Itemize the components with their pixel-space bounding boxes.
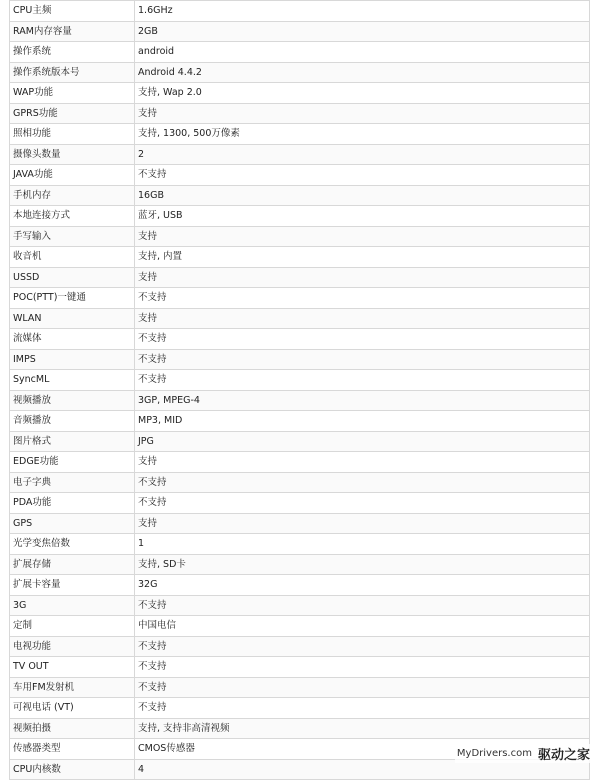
spec-row bbox=[10, 636, 590, 657]
spec-row bbox=[10, 390, 590, 411]
spec-value: 3GP, MPEG-4 bbox=[135, 390, 590, 411]
spec-value: 支持, SD卡 bbox=[135, 554, 590, 575]
spec-key: WAP功能 bbox=[10, 83, 135, 104]
spec-key: POC(PTT)一键通 bbox=[10, 288, 135, 309]
spec-row bbox=[10, 206, 590, 227]
spec-row bbox=[10, 124, 590, 145]
spec-value: 2GB bbox=[135, 21, 590, 42]
spec-row bbox=[10, 42, 590, 63]
spec-row bbox=[10, 575, 590, 596]
spec-row bbox=[10, 677, 590, 698]
spec-key: RAM内存容量 bbox=[10, 21, 135, 42]
spec-key: 视频播放 bbox=[10, 390, 135, 411]
spec-value: 1 bbox=[135, 534, 590, 555]
spec-value: 支持 bbox=[135, 103, 590, 124]
spec-key: EDGE功能 bbox=[10, 452, 135, 473]
spec-value: 不支持 bbox=[135, 698, 590, 719]
spec-key: IMPS bbox=[10, 349, 135, 370]
spec-row bbox=[10, 165, 590, 186]
spec-value: 2 bbox=[135, 144, 590, 165]
spec-value: MP3, MID bbox=[135, 411, 590, 432]
spec-row bbox=[10, 144, 590, 165]
spec-value: 不支持 bbox=[135, 165, 590, 186]
spec-row bbox=[10, 103, 590, 124]
spec-value: android bbox=[135, 42, 590, 63]
spec-row bbox=[10, 308, 590, 329]
spec-key: CPU内核数 bbox=[10, 759, 135, 780]
spec-row bbox=[10, 493, 590, 514]
spec-key: 扩展卡容量 bbox=[10, 575, 135, 596]
spec-key: 照相功能 bbox=[10, 124, 135, 145]
spec-row bbox=[10, 62, 590, 83]
spec-table bbox=[9, 0, 590, 780]
spec-key: 定制 bbox=[10, 616, 135, 637]
spec-row bbox=[10, 247, 590, 268]
spec-value: Android 4.4.2 bbox=[135, 62, 590, 83]
spec-value: 支持 bbox=[135, 226, 590, 247]
spec-value: 不支持 bbox=[135, 636, 590, 657]
spec-value: 中国电信 bbox=[135, 616, 590, 637]
spec-value: 支持 bbox=[135, 513, 590, 534]
spec-value: 支持, 内置 bbox=[135, 247, 590, 268]
spec-row bbox=[10, 657, 590, 678]
spec-key: GPRS功能 bbox=[10, 103, 135, 124]
spec-key: 图片格式 bbox=[10, 431, 135, 452]
spec-value: 支持, 1300, 500万像素 bbox=[135, 124, 590, 145]
spec-value: 1.6GHz bbox=[135, 1, 590, 22]
spec-key: 摄像头数量 bbox=[10, 144, 135, 165]
spec-key: SyncML bbox=[10, 370, 135, 391]
spec-row bbox=[10, 698, 590, 719]
spec-value: 不支持 bbox=[135, 493, 590, 514]
spec-key: 手机内存 bbox=[10, 185, 135, 206]
spec-key: 可视电话 (VT) bbox=[10, 698, 135, 719]
spec-value: 支持, 支持非高清视频 bbox=[135, 718, 590, 739]
spec-value: 蓝牙, USB bbox=[135, 206, 590, 227]
spec-value: 支持 bbox=[135, 308, 590, 329]
spec-key: 流媒体 bbox=[10, 329, 135, 350]
spec-key: 视频拍摄 bbox=[10, 718, 135, 739]
spec-row bbox=[10, 21, 590, 42]
spec-row bbox=[10, 1, 590, 22]
spec-row bbox=[10, 329, 590, 350]
spec-row bbox=[10, 452, 590, 473]
spec-key: 操作系统 bbox=[10, 42, 135, 63]
spec-key: WLAN bbox=[10, 308, 135, 329]
spec-row bbox=[10, 411, 590, 432]
spec-value: 不支持 bbox=[135, 472, 590, 493]
spec-row bbox=[10, 472, 590, 493]
spec-key: 收音机 bbox=[10, 247, 135, 268]
spec-value: 不支持 bbox=[135, 595, 590, 616]
spec-value: 不支持 bbox=[135, 329, 590, 350]
spec-row bbox=[10, 534, 590, 555]
spec-key: 本地连接方式 bbox=[10, 206, 135, 227]
spec-key: 3G bbox=[10, 595, 135, 616]
spec-row bbox=[10, 226, 590, 247]
spec-key: 音频播放 bbox=[10, 411, 135, 432]
spec-row bbox=[10, 267, 590, 288]
spec-key: 光学变焦倍数 bbox=[10, 534, 135, 555]
watermark-url: MyDrivers.com bbox=[456, 748, 532, 759]
spec-key: 传感器类型 bbox=[10, 739, 135, 760]
spec-key: CPU主频 bbox=[10, 1, 135, 22]
spec-row bbox=[10, 185, 590, 206]
spec-value: 16GB bbox=[135, 185, 590, 206]
spec-value: 支持, Wap 2.0 bbox=[135, 83, 590, 104]
spec-value: 32G bbox=[135, 575, 590, 596]
spec-key: TV OUT bbox=[10, 657, 135, 678]
spec-key: 手写输入 bbox=[10, 226, 135, 247]
spec-key: 电子字典 bbox=[10, 472, 135, 493]
spec-row bbox=[10, 288, 590, 309]
spec-key: 扩展存储 bbox=[10, 554, 135, 575]
spec-value: 不支持 bbox=[135, 657, 590, 678]
spec-row bbox=[10, 718, 590, 739]
spec-value: 不支持 bbox=[135, 288, 590, 309]
spec-key: JAVA功能 bbox=[10, 165, 135, 186]
spec-key: 车用FM发射机 bbox=[10, 677, 135, 698]
spec-row bbox=[10, 370, 590, 391]
spec-row bbox=[10, 349, 590, 370]
spec-row bbox=[10, 431, 590, 452]
spec-key: 操作系统版本号 bbox=[10, 62, 135, 83]
spec-row bbox=[10, 595, 590, 616]
spec-value: 支持 bbox=[135, 452, 590, 473]
spec-key: 电视功能 bbox=[10, 636, 135, 657]
spec-value: JPG bbox=[135, 431, 590, 452]
spec-value: 支持 bbox=[135, 267, 590, 288]
spec-value: 4 bbox=[135, 759, 590, 780]
spec-row bbox=[10, 83, 590, 104]
spec-key: GPS bbox=[10, 513, 135, 534]
spec-row bbox=[10, 513, 590, 534]
spec-key: USSD bbox=[10, 267, 135, 288]
spec-value: 不支持 bbox=[135, 677, 590, 698]
spec-value: CMOS传感器 bbox=[135, 739, 590, 760]
spec-value: 不支持 bbox=[135, 349, 590, 370]
spec-row bbox=[10, 554, 590, 575]
spec-key: PDA功能 bbox=[10, 493, 135, 514]
watermark bbox=[455, 744, 592, 763]
spec-value: 不支持 bbox=[135, 370, 590, 391]
spec-row bbox=[10, 616, 590, 637]
watermark-site-name: 驱动之家 bbox=[537, 748, 590, 763]
